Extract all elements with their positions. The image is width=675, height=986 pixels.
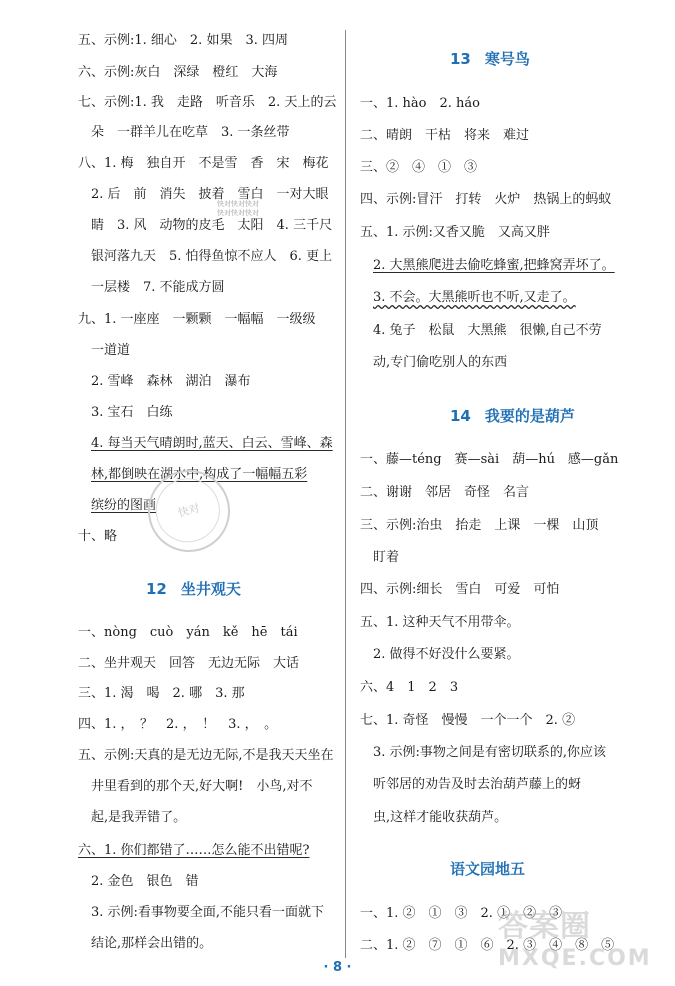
watermark-url: MXQE.COM <box>498 946 652 971</box>
answer-line: 十、略 <box>78 529 118 544</box>
answer-line: 睛 3. 风 动物的皮毛 太阳 4. 三千尺 <box>91 218 333 233</box>
answer-line <box>91 436 333 452</box>
answer-line: 3. 宝石 白练 <box>91 405 173 420</box>
answer-line: 一、nòng cuò yán kě hē tái <box>78 625 298 640</box>
answer-line: 二、谢谢 邻居 奇怪 名言 <box>360 485 530 500</box>
answer-line: 七、1. 奇怪 慢慢 一个一个 2. ② <box>360 713 576 728</box>
answer-line: 2. 雪峰 森林 湖泊 瀑布 <box>91 374 251 389</box>
underlined-answer: 缤纷的图画 <box>91 498 157 513</box>
section-heading-13 <box>450 48 530 69</box>
answer-line: 2. 后 前 消失 披着 雪白 一对大眼 <box>91 187 329 202</box>
answer-line: 盯着 <box>373 550 400 565</box>
section-heading-14 <box>450 405 575 426</box>
section-title: 寒号鸟 <box>484 50 530 68</box>
section-title: 我要的是葫芦 <box>484 407 575 425</box>
answer-line: 一、藤—téng 赛—sài 葫—hú 感—gǎn <box>360 452 619 467</box>
answer-line: 4. 兔子 松鼠 大黑熊 很懒,自己不劳 <box>373 323 602 338</box>
answer-line: 二、坐井观天 回答 无边无际 大话 <box>78 656 300 671</box>
watermark-logo: 答案圈 <box>498 909 591 944</box>
section-heading-yuwen-yuandi <box>450 858 525 879</box>
answer-line: 三、示例:治虫 抬走 上课 一棵 山顶 <box>360 518 599 533</box>
answer-line: 虫,这样才能收获葫芦。 <box>373 810 508 825</box>
underlined-answer: 六、1. 你们都错了……怎么能不出错呢? <box>78 843 310 858</box>
wavy-underlined-answer: 3. 不会。大黑熊听也不听,又走了。 <box>373 290 576 305</box>
section-number: 12 <box>146 580 167 598</box>
answer-line: 七、示例:1. 我 走路 听音乐 2. 天上的云 <box>78 95 337 110</box>
answer-line: 四、示例:细长 雪白 可爱 可怕 <box>360 582 560 597</box>
answer-line: 3. 示例:看事物要全面,不能只看一面就下 <box>91 905 325 920</box>
answer-line: 四、示例:冒汗 打转 火炉 热锅上的蚂蚁 <box>360 192 612 207</box>
stamp-ring <box>149 471 227 549</box>
section-number: 13 <box>450 50 471 68</box>
section-title: 语文园地五 <box>450 860 526 878</box>
answer-line: 六、4 1 2 3 <box>360 680 459 695</box>
answer-line: 八、1. 梅 独自开 不是雪 香 宋 梅花 <box>78 156 329 171</box>
answer-line: 五、示例:1. 细心 2. 如果 3. 四周 <box>78 33 288 48</box>
section-heading-12 <box>146 578 241 599</box>
answer-line <box>373 258 615 274</box>
underlined-answer: 2. 大黑熊爬进去偷吃蜂蜜,把蜂窝弄坏了。 <box>373 258 615 273</box>
answer-line: 朵 一群羊儿在吃草 3. 一条丝带 <box>91 125 290 140</box>
answer-line: 三、② ④ ① ③ <box>360 160 478 175</box>
watermark-small <box>217 200 259 218</box>
answer-line: 一层楼 7. 不能成方圆 <box>91 280 225 295</box>
column-divider <box>345 30 346 958</box>
answer-line: 五、1. 这种天气不用带伞。 <box>360 615 520 630</box>
page-number: · 8 · <box>323 960 352 975</box>
answer-line: 2. 做得不好没什么要紧。 <box>373 647 520 662</box>
section-number: 14 <box>450 407 471 425</box>
answer-line: 三、1. 渴 喝 2. 哪 3. 那 <box>78 686 245 701</box>
watermark-text: 快对快对快对 <box>217 209 259 217</box>
underlined-answer: 林,都倒映在湖水中,构成了一幅幅五彩 <box>91 467 308 482</box>
answer-line: 六、示例:灰白 深绿 橙红 大海 <box>78 65 278 80</box>
answer-line <box>373 290 576 306</box>
answer-line: 2. 金色 银色 错 <box>91 874 199 889</box>
answer-line: 银河落九天 5. 怕得鱼惊不应人 6. 更上 <box>91 249 333 264</box>
answer-line: 井里看到的那个天,好大啊! 小鸟,对不 <box>91 779 313 794</box>
stamp-text: 快对 <box>176 501 202 520</box>
answer-line: 九、1. 一座座 一颗颗 一幅幅 一级级 <box>78 312 316 327</box>
answer-line: 四、1. ， ？ 2. ， ！ 3. ， 。 <box>78 717 278 732</box>
underlined-answer: 4. 每当天气晴朗时,蓝天、白云、雪峰、森 <box>91 436 333 451</box>
answer-line: 二、1. ② ⑦ ① ⑥ 2. ③ ④ ⑧ ⑤ <box>360 938 615 953</box>
answer-line <box>78 843 310 859</box>
answer-line <box>91 498 156 514</box>
answer-line: 一、1. hào 2. háo <box>360 96 480 111</box>
answer-line: 起,是我弄错了。 <box>91 810 187 825</box>
answer-line: 二、晴朗 干枯 将来 难过 <box>360 128 530 143</box>
answer-line: 动,专门偷吃别人的东西 <box>373 355 508 370</box>
section-title: 坐井观天 <box>180 580 241 598</box>
watermark-text: 快对快对快对 <box>217 200 259 208</box>
answer-line: 3. 示例:事物之间是有密切联系的,你应该 <box>373 745 607 760</box>
answer-line: 五、1. 示例:又香又脆 又高又胖 <box>360 225 550 240</box>
answer-line: 结论,那样会出错的。 <box>91 936 213 951</box>
answer-line: 五、示例:天真的是无边无际,不是我天天坐在 <box>78 748 334 763</box>
answer-line: 一、1. ② ① ③ 2. ① ② ③ <box>360 906 563 921</box>
answer-line: 听邻居的劝告及时去治葫芦藤上的蚜 <box>373 777 582 792</box>
answer-line: 一道道 <box>91 343 131 358</box>
